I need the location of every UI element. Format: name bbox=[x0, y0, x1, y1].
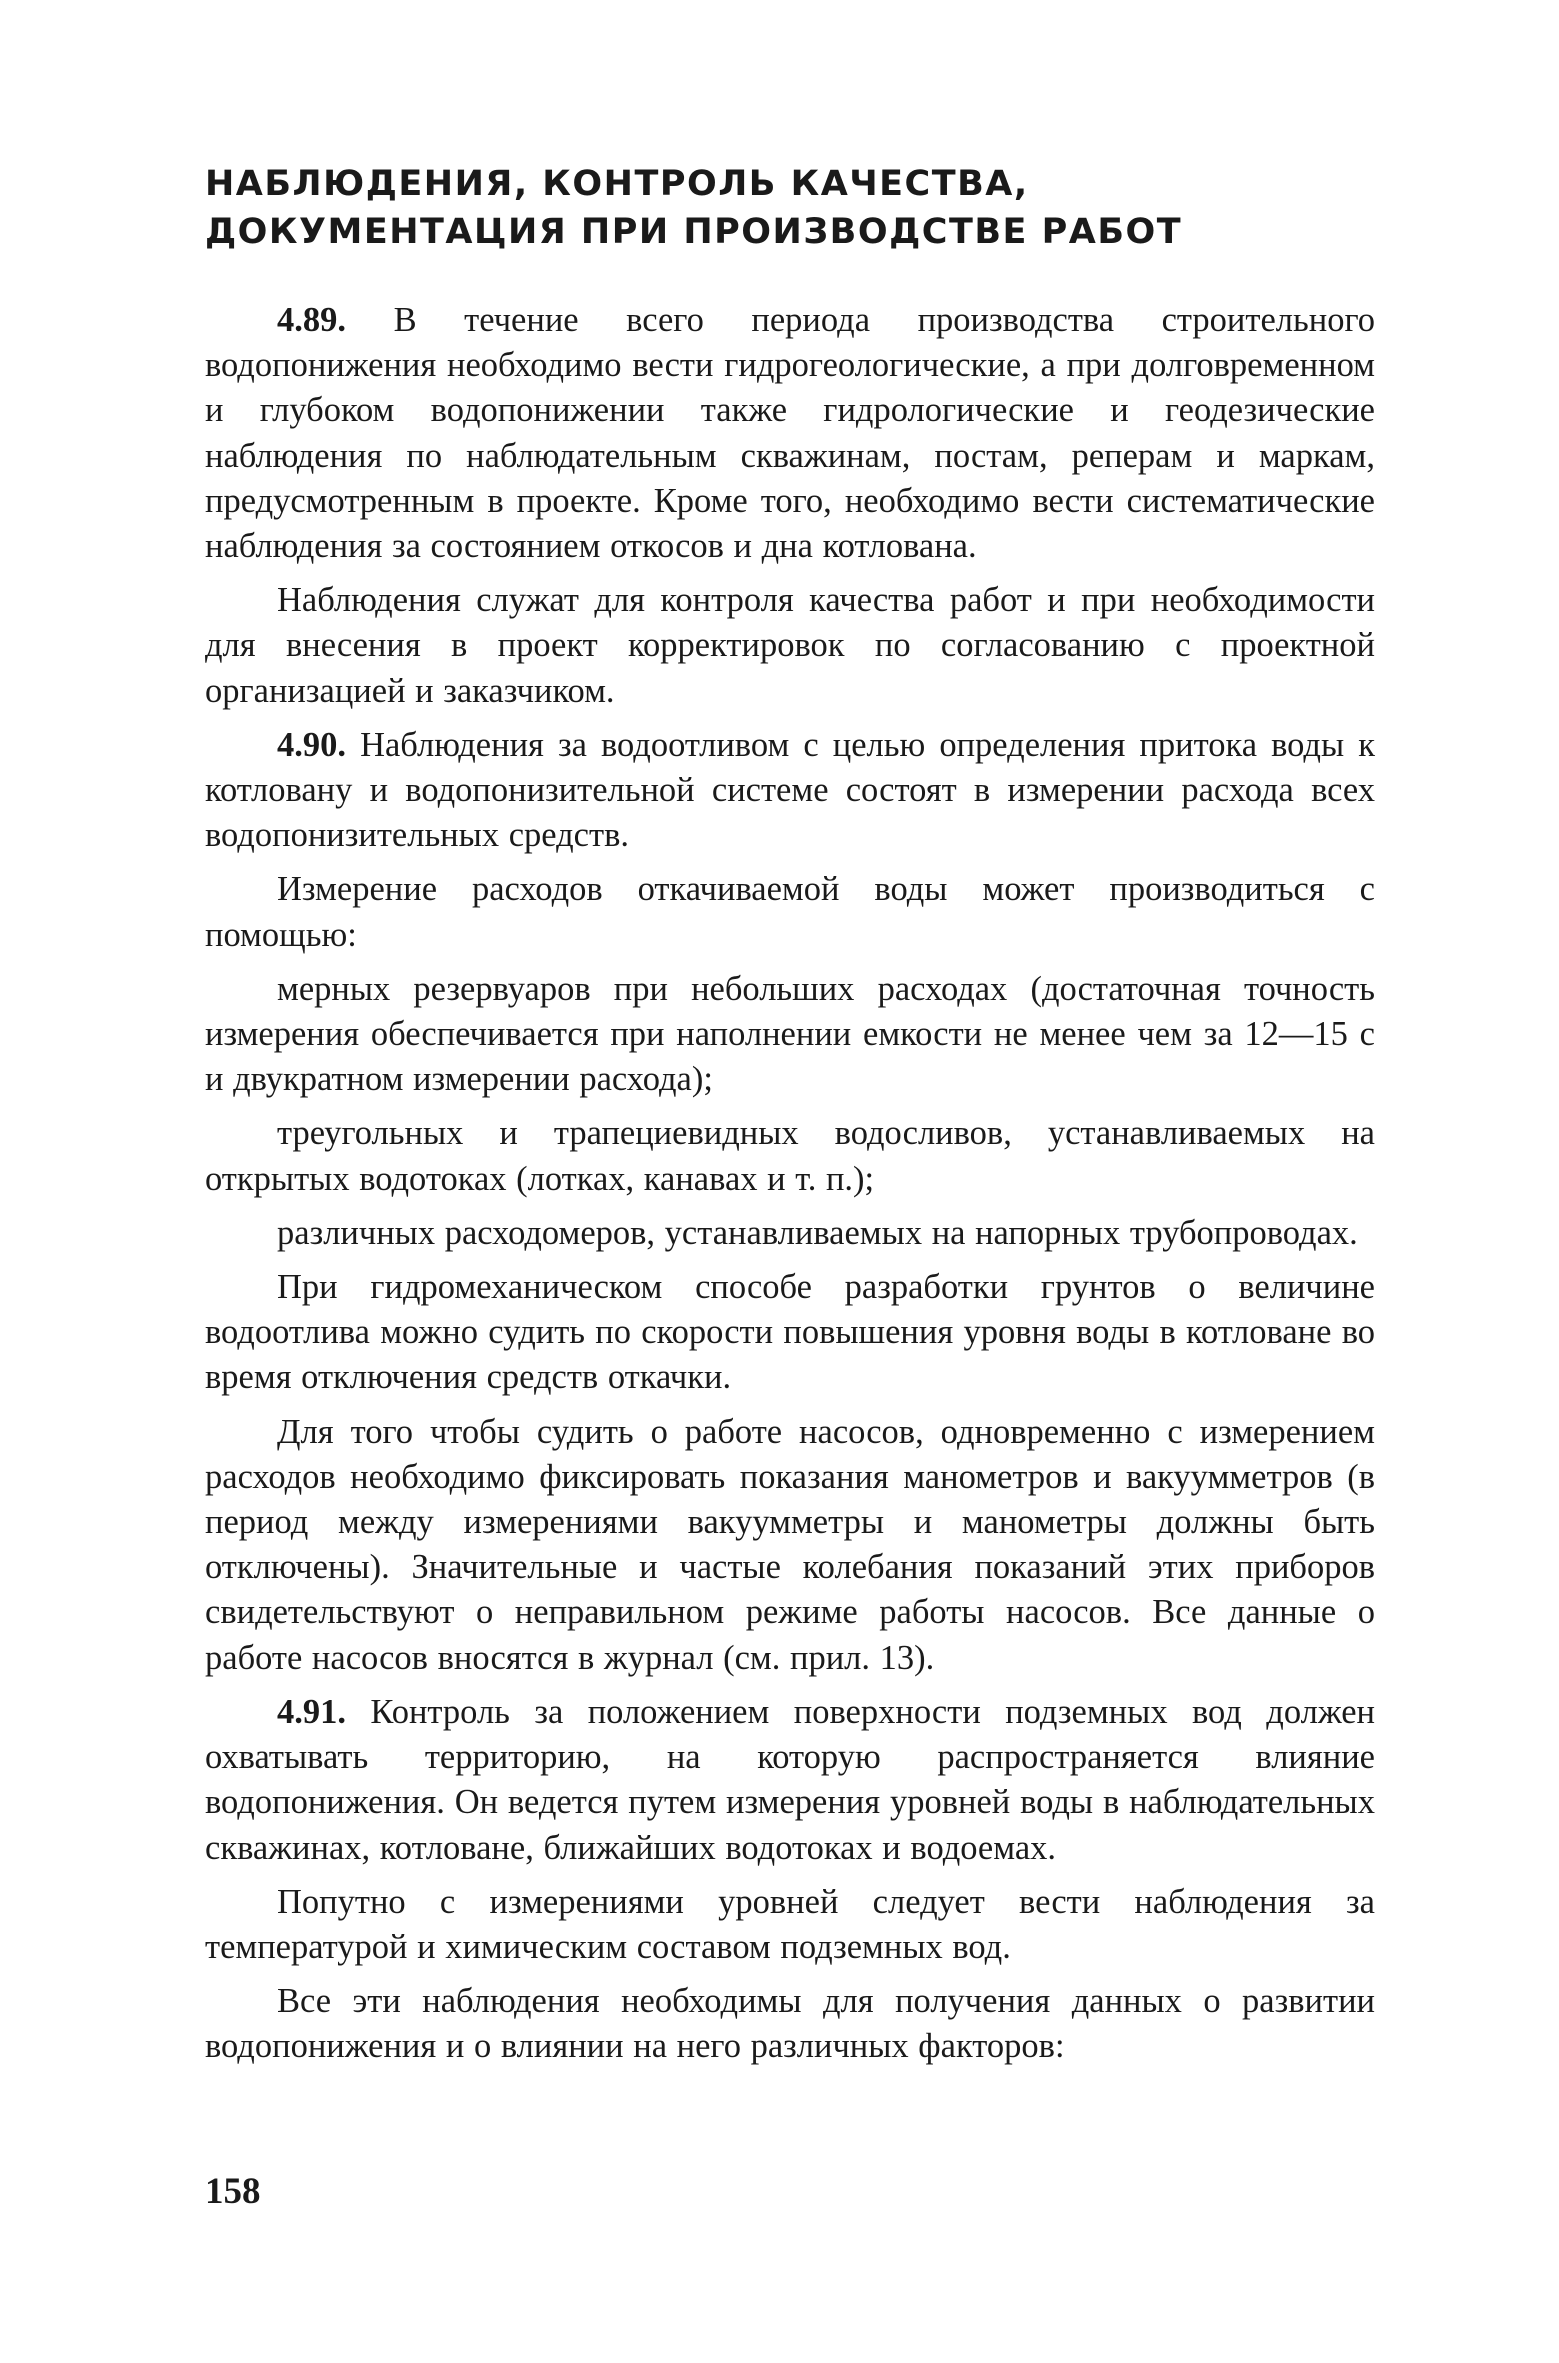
paragraph-4-91 bbox=[205, 1690, 1375, 1871]
body-text bbox=[205, 298, 1375, 2070]
section-heading bbox=[205, 160, 1375, 256]
page-number: 158 bbox=[205, 2171, 261, 2212]
paragraph: Измерение расходов откачиваемой воды может производиться с помощью: bbox=[205, 870, 1375, 954]
paragraph: Все эти наблюдения необходимы для получения данных о развитии водопонижения и о влиянии на него различных факторов: bbox=[205, 1982, 1375, 2066]
list-item: треугольных и трапециевидных водосливов, устанавливаемых на открытых водотоках (лотках, канавах и т. п.); bbox=[205, 1114, 1375, 1198]
paragraph: Попутно с измерениями уровней следует вести наблюдения за температурой и химическим составом подземных вод. bbox=[205, 1882, 1375, 1966]
paragraph-text: В течение всего периода производства строительного водопонижения необходимо вести гидрогеологические, а при долговременном и глубоком водопонижении также гидрологические и геодезические наблюдения по наблюдательным скважинам, постам, реперам и маркам, предусмотренным в проекте. Кроме того, необходимо вести систематические наблюдения за состоянием откосов и дна котлована. bbox=[205, 301, 1375, 566]
clause-number: 4.91. bbox=[277, 1692, 346, 1731]
list-item: различных расходомеров, устанавливаемых на напорных трубопроводах. bbox=[277, 1213, 1358, 1252]
paragraph-4-89 bbox=[205, 298, 1375, 569]
paragraph: Наблюдения служат для контроля качества работ и при необходимости для внесения в проект корректировок по согласованию с проектной организацией и заказчиком. bbox=[205, 581, 1375, 710]
page-content bbox=[205, 160, 1375, 2079]
clause-number: 4.89. bbox=[277, 301, 346, 339]
heading-line-2: ДОКУМЕНТАЦИЯ ПРИ ПРОИЗВОДСТВЕ РАБОТ bbox=[205, 212, 1183, 252]
paragraph-text: Наблюдения за водоотливом с целью определения притока воды к котловану и водопонизительной системе состоят в измерении расхода всех водопонизительных средств. bbox=[205, 725, 1375, 855]
clause-number: 4.90. bbox=[277, 725, 346, 764]
paragraph-4-90 bbox=[205, 723, 1375, 859]
list-item: мерных резервуаров при небольших расходах (достаточная точность измерения обеспечивается при наполнении емкости не менее чем за 12—15 с и двукратном измерении расхода); bbox=[205, 969, 1375, 1099]
paragraph: При гидромеханическом способе разработки грунтов о величине водоотлива можно судить по скорости повышения уровня воды в котловане во время отключения средств откачки. bbox=[205, 1268, 1375, 1397]
heading-line-1: НАБЛЮДЕНИЯ, КОНТРОЛЬ КАЧЕСТВА, bbox=[205, 164, 1029, 204]
paragraph: Для того чтобы судить о работе насосов, одновременно с измерением расходов необходимо фиксировать показания манометров и вакуумметров (в период между измерениями вакуумметры и манометры должны быть отключены). Значительные и частые колебания показаний этих приборов свидетельствуют о неправильном режиме работы насосов. Все данные о работе насосов вносятся в журнал (см. прил. 13). bbox=[205, 1412, 1375, 1677]
paragraph-text: Контроль за положением поверхности подземных вод должен охватывать территорию, на которую распространяется влияние водопонижения. Он ведется путем измерения уровней воды в наблюдательных скважинах, котловане, ближайших водотоках и водоемах. bbox=[205, 1692, 1375, 1867]
